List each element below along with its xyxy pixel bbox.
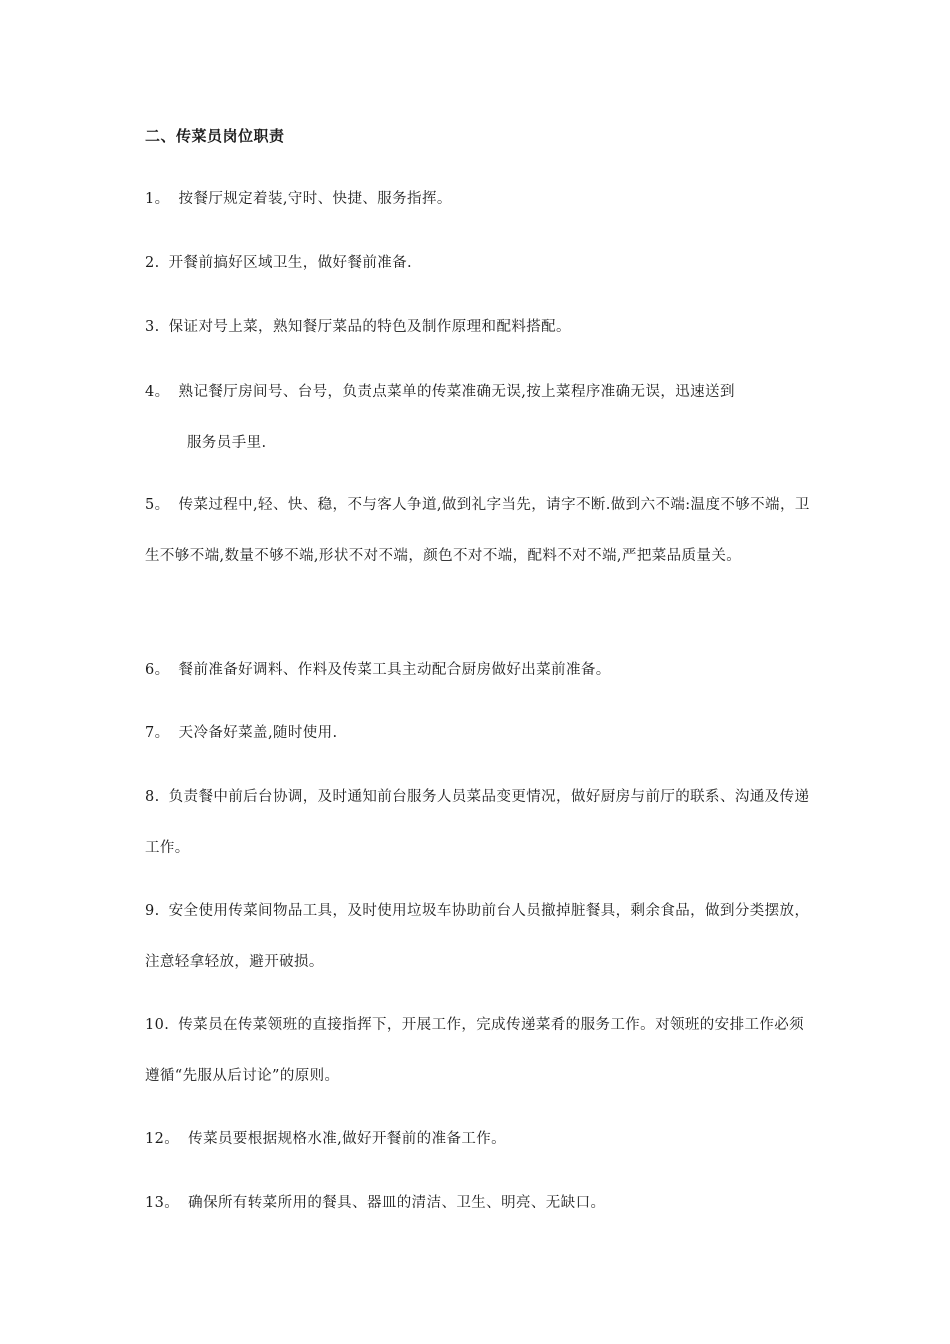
list-item <box>145 302 813 353</box>
item-number: 6。 <box>145 662 170 678</box>
item-text: 传菜员要根据规格水准,做好开餐前的准备工作。 <box>188 1131 507 1147</box>
item-number: 2. <box>145 255 160 271</box>
item-text: 熟记餐厅房间号、台号，负责点菜单的传菜准确无误,按上菜程序准确无误，迅速送到 <box>178 384 735 400</box>
item-text: 负责餐中前后台协调，及时通知前台服务人员菜品变更情况，做好厨房与前厅的联系、沟通及传递工作。 <box>145 789 810 856</box>
item-text: 按餐厅规定着装,守时、快捷、服务指挥。 <box>178 191 452 207</box>
item-number: 5。 <box>145 497 170 513</box>
item-text: 传菜过程中,轻、快、稳，不与客人争道,做到礼字当先，请字不断.做到六不端:温度不够不端，卫生不够不端,数量不够不端,形状不对不端，颜色不对不端，配料不对不端,严把菜品质量关。 <box>145 497 810 564</box>
item-number: 3. <box>145 319 160 335</box>
item-text: 开餐前搞好区域卫生，做好餐前准备. <box>168 255 413 271</box>
list-item <box>145 174 813 225</box>
list-item <box>145 367 813 469</box>
item-text: 天冷备好菜盖,随时使用. <box>178 725 338 741</box>
list-item <box>145 645 813 696</box>
item-number: 1。 <box>145 191 170 207</box>
item-number: 9. <box>145 903 160 919</box>
list-item <box>145 1178 813 1229</box>
item-number: 13。 <box>145 1195 180 1211</box>
list-item <box>145 772 813 874</box>
item-text: 餐前准备好调料、作料及传菜工具主动配合厨房做好出菜前准备。 <box>178 662 611 678</box>
item-text: 安全使用传菜间物品工具，及时使用垃圾车协助前台人员撤掉脏餐具，剩余食品，做到分类摆放，注意轻拿轻放，避开破损。 <box>145 903 810 970</box>
item-number: 8. <box>145 789 160 805</box>
item-text: 保证对号上菜，熟知餐厅菜品的特色及制作原理和配料搭配。 <box>168 319 571 335</box>
page-title: 二、传菜员岗位职责 <box>145 127 285 145</box>
list-item <box>145 480 813 582</box>
item-text: 确保所有转菜所用的餐具、器皿的清洁、卫生、明亮、无缺口。 <box>188 1195 606 1211</box>
item-continuation: 服务员手里. <box>187 435 267 451</box>
item-number: 12。 <box>145 1131 180 1147</box>
item-number: 4。 <box>145 384 170 400</box>
item-number: 10. <box>145 1017 170 1033</box>
item-text: 传菜员在传菜领班的直接指挥下，开展工作，完成传递菜肴的服务工作。对领班的安排工作必须遵循“先服从后讨论”的原则。 <box>145 1017 805 1084</box>
item-number: 7。 <box>145 725 170 741</box>
list-item <box>145 1114 813 1165</box>
list-item <box>145 1000 813 1102</box>
list-item <box>145 238 813 289</box>
list-item <box>145 886 813 988</box>
list-item <box>145 708 813 759</box>
